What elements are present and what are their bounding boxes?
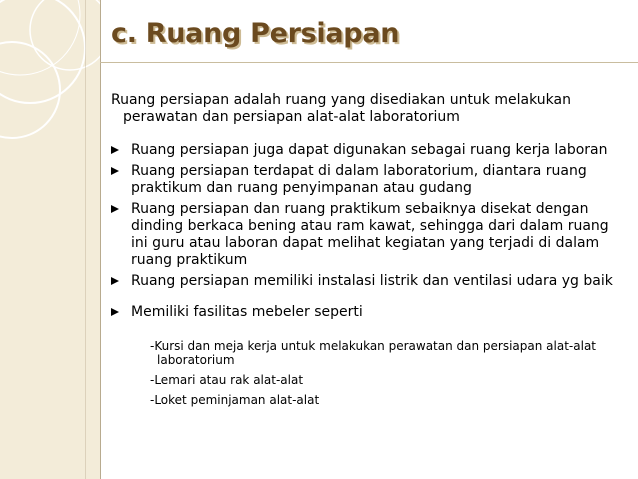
list-item (111, 304, 626, 321)
list-item (111, 201, 626, 269)
bullet-icon (111, 205, 119, 213)
bullet-icon (111, 146, 119, 154)
list-item-text: Ruang persiapan memiliki instalasi listrik dan ventilasi udara yg baik (131, 273, 613, 289)
bullet-icon (111, 308, 119, 316)
title-divider (100, 62, 638, 63)
sub-item: -Kursi dan meja kerja untuk melakukan perawatan dan persiapan alat-alat laboratorium (150, 339, 596, 367)
sub-item-list (150, 339, 626, 407)
intro-paragraph: Ruang persiapan adalah ruang yang disediakan untuk melakukan perawatan dan persiapan alat-alat laboratorium (111, 92, 571, 125)
slide-content (111, 92, 626, 413)
list-item (111, 163, 626, 197)
list-item-text: Memiliki fasilitas mebeler seperti (131, 304, 363, 320)
sub-item: -Loket peminjaman alat-alat (150, 393, 320, 407)
list-item (111, 273, 626, 290)
bullet-icon (111, 167, 119, 175)
list-item-text: Ruang persiapan terdapat di dalam laboratorium, diantara ruang praktikum dan ruang penyimpanan atau gudang (131, 163, 587, 196)
slide-title: c. Ruang Persiapan (111, 18, 400, 49)
list-item-text: Ruang persiapan dan ruang praktikum sebaiknya disekat dengan dinding berkaca bening atau ram kawat, sehingga dari dalam ruang ini guru atau laboran dapat melihat kegiatan yang terjadi di dalam ruang praktikum (131, 201, 609, 268)
list-item-text: Ruang persiapan juga dapat digunakan sebagai ruang kerja laboran (131, 142, 608, 158)
sub-item: -Lemari atau rak alat-alat (150, 373, 304, 387)
divider-line-inner (85, 0, 86, 479)
divider-line (100, 0, 101, 479)
list-item (111, 142, 626, 159)
bullet-list (111, 142, 626, 321)
bullet-icon (111, 277, 119, 285)
